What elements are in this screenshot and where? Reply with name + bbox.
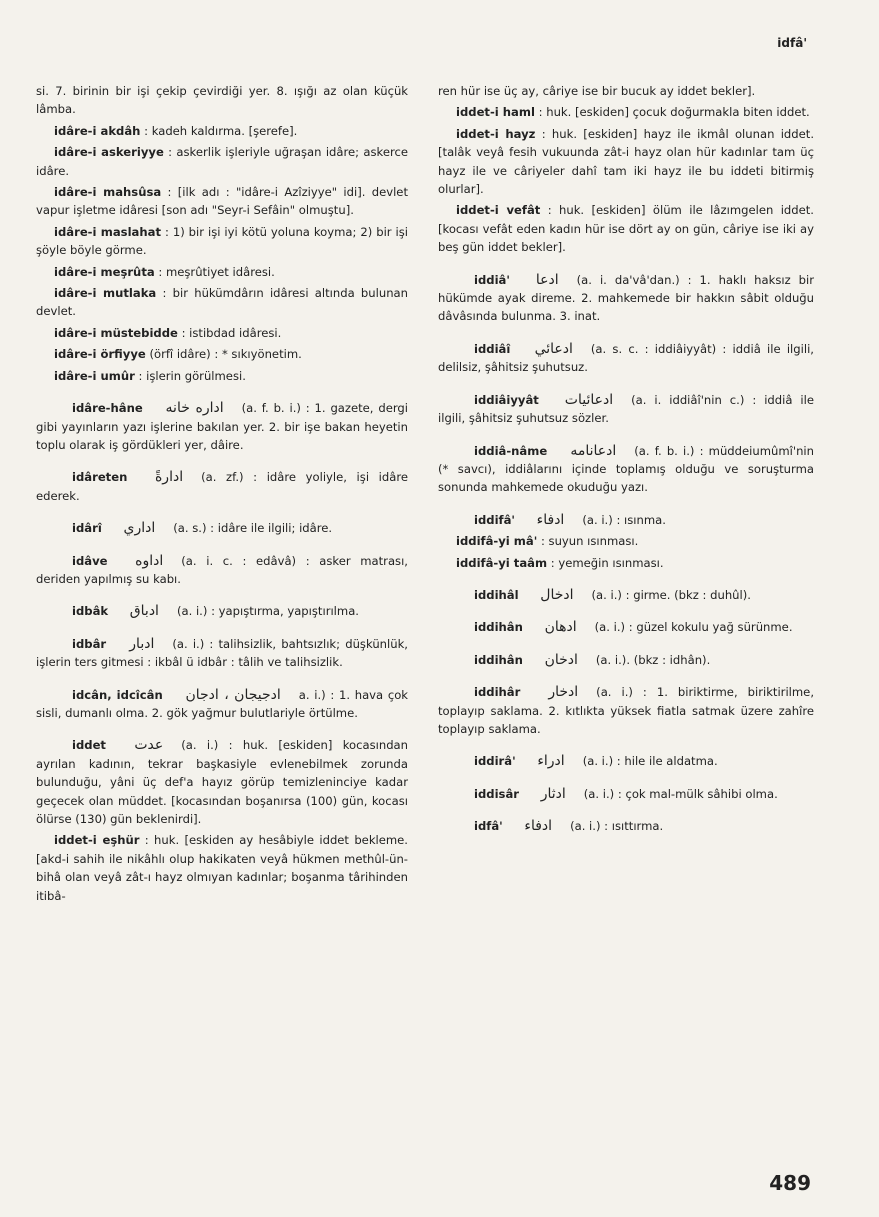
running-head: idfâ'	[777, 36, 807, 50]
entry-definition: (a. i.) : girme. (bkz : duhûl).	[591, 587, 751, 602]
page-number: 489	[769, 1171, 811, 1195]
dictionary-entry	[36, 519, 408, 537]
entry-definition: : huk. [eskiden] çocuk doğurmakla biten iddet.	[538, 105, 810, 120]
dictionary-entry	[438, 201, 814, 256]
entry-definition: ren hür ise üç ay, câriye ise bir bucuk ay iddet bekler].	[438, 84, 756, 98]
dictionary-entry	[438, 554, 814, 572]
dictionary-entry	[438, 752, 814, 770]
entry-arabic-script: ادخان	[544, 651, 578, 668]
dictionary-entry	[36, 324, 408, 342]
entry-headword: iddet-i eşhür	[54, 833, 140, 848]
entry-arabic-script: ادجيجان ، ادجان	[185, 686, 281, 703]
dictionary-entry	[36, 602, 408, 620]
entry-headword: iddirâ'	[474, 754, 516, 769]
entry-definition: (a. i.) : talihsizlik, bahtsızlık; düşkünlük, işlerin ters gitmesi : ikbâl ü idbâr : tâlih ve talihsizlik.	[36, 636, 408, 670]
dictionary-entry	[438, 271, 814, 326]
entry-headword: idârî	[72, 521, 102, 536]
entry-headword: iddet	[72, 738, 106, 753]
entry-headword: iddihâl	[474, 587, 519, 602]
dictionary-entry	[36, 552, 408, 589]
dictionary-entry	[438, 391, 814, 428]
entry-headword: iddet-i haml	[456, 105, 535, 120]
entry-arabic-script: اداري	[123, 520, 156, 537]
dictionary-entry	[438, 817, 814, 835]
dictionary-entry	[438, 532, 814, 550]
entry-arabic-script: ادعائي	[534, 340, 573, 357]
dictionary-entry	[438, 125, 814, 199]
entry-definition: : suyun ısınması.	[540, 534, 639, 549]
entry-arabic-script: ادعانامه	[570, 442, 617, 459]
entry-arabic-script: ادخار	[548, 684, 579, 701]
entry-arabic-script: ادراء	[537, 753, 565, 770]
entry-definition: si. 7. birinin bir işi çekip çevirdiği yer. 8. ışığı az olan küçük lâmba.	[36, 84, 408, 117]
entry-definition: (a. s.) : idâre ile ilgili; idâre.	[173, 521, 333, 536]
dictionary-entry	[438, 683, 814, 738]
entry-definition: (a. i.) : güzel kokulu yağ sürünme.	[594, 620, 793, 635]
entry-arabic-script: اداوه	[135, 552, 164, 569]
dictionary-entry	[36, 122, 408, 140]
entry-definition: : meşrûtiyet idâresi.	[158, 264, 275, 279]
entry-headword: idâre-i meşrûta	[54, 264, 155, 279]
entry-arabic-script: ادارةً	[154, 469, 184, 486]
dictionary-entry	[438, 82, 814, 100]
right-column	[438, 82, 814, 839]
entry-definition: : huk. [eskiden] ölüm ile lâzımgelen iddet. [kocası vefât eden kadın hür ise dört ay on gün, câriye ise iki ay beş gün iddet bekler].	[438, 203, 814, 255]
entry-headword: iddihân	[474, 620, 523, 635]
entry-arabic-script: ادعا	[535, 271, 559, 288]
dictionary-entry	[36, 831, 408, 905]
dictionary-entry	[438, 651, 814, 669]
entry-definition: : yemeğin ısınması.	[550, 555, 664, 570]
entry-headword: idâreten	[72, 470, 128, 485]
entry-headword: iddet-i hayz	[456, 126, 536, 141]
entry-definition: : istibdad idâresi.	[181, 325, 282, 340]
dictionary-entry	[36, 468, 408, 505]
entry-definition: (a. i.). (bkz : idhân).	[595, 652, 711, 667]
dictionary-entry	[36, 223, 408, 260]
entry-headword: idâre-i umûr	[54, 368, 135, 383]
entry-definition: (a. i.) : 1. biriktirme, biriktirilme, toplayıp saklama. 2. kıtlıkta yüksek fiatla satmak üzere zahîre toplayıp saklama.	[438, 685, 815, 736]
entry-headword: idâre-i müstebidde	[54, 325, 178, 340]
entry-headword: iddifâ-yi taâm	[456, 555, 548, 570]
entry-arabic-script: عدت	[134, 737, 164, 754]
entry-definition: (a. i. iddiâî'nin c.) : iddiâ ile ilgili, şâhitsiz şuhutsuz sözler.	[438, 392, 814, 426]
entry-definition: : huk. [eskiden] hayz ile ikmâl olunan iddet. [talâk veyâ fesih vukuunda zât-i hayz olan hür kadınlar tam üç hayz ile ve câriyeler dahî tam iki hayz ile bu iddeti bitirmiş olurlar].	[438, 126, 815, 197]
entry-definition: : işlerin görülmesi.	[138, 368, 246, 383]
dictionary-entry	[438, 785, 814, 803]
entry-headword: idbâr	[72, 636, 107, 651]
dictionary-entry	[438, 586, 814, 604]
entry-definition: : kadeh kaldırma. [şerefe].	[144, 123, 298, 138]
entry-definition: (a. f. b. i.) : 1. gazete, dergi gibi yayınların yazı işlerine bakılan yer. 2. bir işe bakan heyetin toplu olarak iş gördükleri yer, dâire.	[36, 401, 408, 452]
dictionary-entry	[36, 284, 408, 321]
dictionary-entry	[36, 399, 408, 454]
dictionary-entry	[36, 635, 408, 672]
dictionary-entry	[36, 263, 408, 281]
entry-arabic-script: ادباق	[129, 603, 159, 620]
entry-definition: (örfî idâre) : * sıkıyönetim.	[149, 347, 302, 362]
dictionary-entry	[438, 511, 814, 529]
entry-headword: idâre-i mutlaka	[54, 286, 157, 301]
entry-headword: iddiâ-nâme	[474, 443, 548, 458]
entry-headword: iddihâr	[474, 685, 521, 700]
entry-definition: (a. i.) : ısınma.	[582, 512, 666, 527]
entry-headword: iddisâr	[474, 786, 519, 801]
entry-definition: : 1) bir işi iyi kötü yoluna koyma; 2) bir işi şöyle böyle görme.	[36, 224, 409, 258]
dictionary-entry	[36, 736, 408, 828]
entry-headword: idâre-i örfiyye	[54, 347, 146, 362]
entry-definition: (a. i.) : yapıştırma, yapıştırılma.	[176, 604, 359, 619]
entry-definition: (a. f. b. i.) : müddeiumûmî'nin (* savcı), iddiâlarını içinde toplamış olduğu ve soruşturma sonunda mahkemede okuduğu yazı.	[438, 443, 814, 495]
entry-definition: (a. i. c. : edâvâ) : asker matrası, deriden yapılmış su kabı.	[36, 553, 408, 586]
entry-definition: : huk. [eskiden ay hesâbiyle iddet bekleme. [akd-i sahih ile nikâhlı olup hakikaten veyâ hükmen methûl-ün-bihâ olan veyâ zât-ı hayz olmıyan kadınlar; boşanma târihinden itibâ-	[36, 833, 408, 903]
entry-headword: idbâk	[72, 604, 109, 619]
entry-definition: (a. i.) : ısıttırma.	[570, 819, 664, 834]
entry-arabic-script: ادعائيات	[564, 391, 614, 408]
entry-definition: : askerlik işleriyle uğraşan idâre; askerce idâre.	[36, 145, 408, 178]
entry-definition: (a. i. da'vâ'dan.) : 1. haklı haksız bir hükümde ayak direme. 2. mahkemede bir hakkın sâbit olduğu dâvâsında bulunma. 3. inat.	[438, 272, 814, 324]
entry-headword: iddiâ'	[474, 272, 510, 287]
entry-definition: a. i.) : 1. hava çok sisli, dumanlı olma. 2. gök yağmur bulutlariyle örtülme.	[36, 687, 409, 720]
entry-headword: idâre-i maslahat	[54, 224, 161, 239]
entry-headword: iddifâ-yi mâ'	[456, 534, 538, 549]
dictionary-entry	[36, 143, 408, 180]
dictionary-entry	[438, 340, 814, 377]
dictionary-entry	[36, 686, 408, 723]
dictionary-entry	[438, 442, 814, 497]
entry-headword: iddet-i vefât	[456, 203, 541, 218]
dictionary-entry	[36, 183, 408, 220]
entry-arabic-script: ادبار	[129, 635, 155, 652]
entry-arabic-script: اداره خانه	[165, 400, 224, 417]
entry-headword: idcân, idcîcân	[72, 687, 163, 702]
entry-headword: iddifâ'	[474, 512, 515, 527]
entry-headword: idâre-i akdâh	[54, 123, 141, 138]
entry-definition: : [ilk adı : "idâre-i Azîziyye" idi]. devlet vapur işletme idâresi [son adı "Seyr-i Sefâin" olmuştu].	[36, 185, 408, 218]
entry-arabic-script: ادفاء	[524, 818, 553, 835]
entry-definition: (a. s. c. : iddiâiyyât) : iddiâ ile ilgili, delilsiz, şâhitsiz şuhutsuz.	[438, 341, 814, 375]
entry-arabic-script: ادخال	[540, 586, 574, 603]
entry-headword: iddiâî	[474, 341, 511, 356]
dictionary-entry	[438, 618, 814, 636]
dictionary-entry	[438, 103, 814, 121]
entry-definition: : bir hükümdârın idâresi altında bulunan devlet.	[36, 286, 409, 319]
entry-arabic-script: ادثار	[540, 785, 566, 802]
entry-definition: (a. i.) : hile ile aldatma.	[582, 754, 718, 769]
dictionary-entry	[36, 367, 408, 385]
entry-headword: idâve	[72, 553, 108, 568]
entry-headword: idâre-i mahsûsa	[54, 185, 162, 200]
left-column	[36, 82, 408, 908]
entry-headword: iddihân	[474, 652, 523, 667]
entry-headword: iddiâiyyât	[474, 392, 539, 407]
entry-headword: idfâ'	[474, 819, 503, 834]
entry-definition: (a. i.) : huk. [eskiden] kocasından ayrılan kadının, tekrar başkasiyle evlenebilmek zorunda bulunduğu, yâni üç def'a hayız görüp temizleninciye kadar geçecek olan müddet. [kocasından boşanırsa (100) gün, kocası ölürse (130) gün beklenirdi].	[36, 738, 409, 826]
entry-definition: (a. zf.) : idâre yoliyle, işi idâre ederek.	[36, 470, 408, 503]
entry-definition: (a. i.) : çok mal-mülk sâhibi olma.	[583, 786, 778, 801]
entry-arabic-script: ادهان	[544, 619, 577, 636]
entry-headword: idâre-hâne	[72, 401, 143, 416]
dictionary-entry	[36, 345, 408, 363]
dictionary-entry	[36, 82, 408, 119]
entry-headword: idâre-i askeriyye	[54, 145, 164, 160]
entry-arabic-script: ادفاء	[536, 511, 565, 528]
